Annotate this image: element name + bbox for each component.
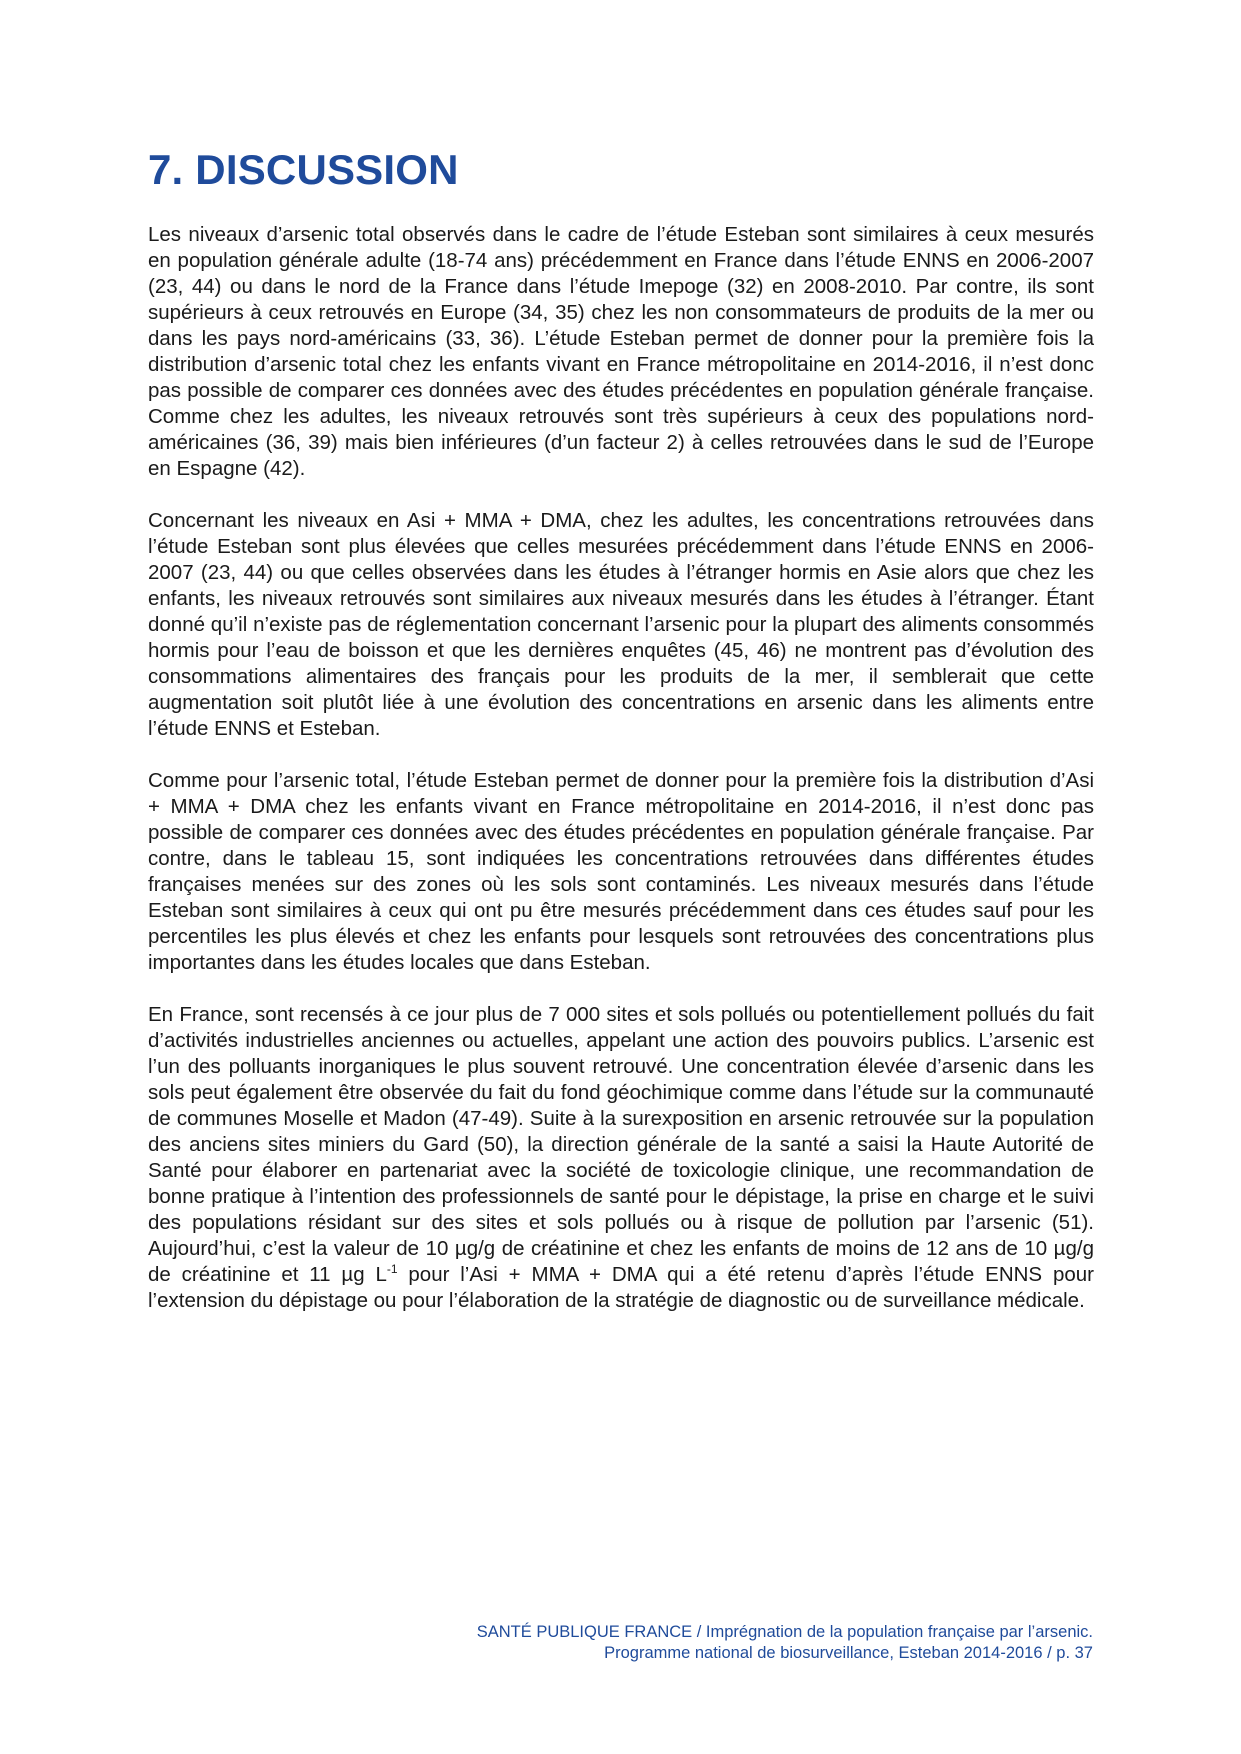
paragraph-enfants: Comme pour l’arsenic total, l’étude Esteban permet de donner pour la première fois la distribution d’Asi + MMA + DMA chez les enfants vivant en France métropolitaine en 2014-2016, il n’est donc pas possible de comparer ces données avec des études précédentes en population générale française. Par contre, dans le tableau 15, sont indiquées les concentrations retrouvées dans différentes études françaises menées sur des zones où les sols sont contaminés. Les niveaux mesurés dans l’étude Esteban sont similaires à ceux qui ont pu être mesurés précédemment dans ces études sauf pour les percentiles les plus élevés et chez les enfants pour lesquels sont retrouvées des concentrations plus importantes dans les études locales que dans Esteban. bbox=[148, 769, 1094, 974]
footer-line-program: Programme national de biosurveillance, Esteban 2014-2016 / p. 37 bbox=[604, 1644, 1093, 1662]
paragraph-asi-mma-dma: Concernant les niveaux en Asi + MMA + DMA, chez les adultes, les concentrations retrouvées dans l’étude Esteban sont plus élevées que celles mesurées précédemment dans l’étude ENNS en 2006-2007 (23, 44) ou que celles observées dans les études à l’étranger hormis en Asie alors que chez les enfants, les niveaux retrouvés sont similaires aux niveaux mesurés dans les études à l’étranger. Étant donné qu’il n’existe pas de réglementation concernant l’arsenic pour la plupart des aliments consommés hormis pour l’eau de boisson et que les dernières enquêtes (45, 46) ne montrent pas d’évolution des consommations alimentaires des français pour les produits de la mer, il semblerait que cette augmentation soit plutôt liée à une évolution des concentrations en arsenic dans les aliments entre l’étude ENNS et Esteban. bbox=[148, 509, 1094, 740]
page-content bbox=[148, 144, 1094, 1340]
paragraph-text-part2: pour l’Asi + MMA + DMA qui a été retenu d’après l’étude ENNS pour l’extension du dépistage ou pour l’élaboration de la stratégie de diagnostic ou de surveillance médicale. bbox=[148, 1263, 1094, 1312]
paragraph-text-part1: En France, sont recensés à ce jour plus de 7 000 sites et sols pollués ou potentiellement pollués du fait d’activités industrielles anciennes ou actuelles, appelant une action des pouvoirs publics. L’arsenic est l’un des polluants inorganiques le plus souvent retrouvé. Une concentration élevée d’arsenic dans les sols peut également être observée du fait du fond géochimique comme dans l’étude sur la communauté de communes Moselle et Madon (47-49). Suite à la surexposition en arsenic retrouvée sur la population des anciens sites miniers du Gard (50), la direction générale de la santé a saisi la Haute Autorité de Santé pour élaborer en partenariat avec la société de toxicologie clinique, une recommandation de bonne pratique à l’intention des professionnels de santé pour le dépistage, la prise en charge et le suivi des populations résidant sur des sites et sols pollués ou à risque de pollution par l’arsenic (51). Aujourd’hui, c’est la valeur de 10 µg/g de créatinine et chez les enfants de moins de 12 ans de 10 µg/g de créatinine et 11 µg L bbox=[148, 1003, 1094, 1286]
section-title: 7. DISCUSSION bbox=[148, 146, 459, 193]
paragraph-sites-pollues bbox=[148, 1002, 1094, 1314]
footer-line-publisher: SANTÉ PUBLIQUE FRANCE / Imprégnation de la population française par l’arsenic. bbox=[476, 1623, 1093, 1641]
page-footer bbox=[477, 1622, 1093, 1664]
paragraph-arsenic-total: Les niveaux d’arsenic total observés dans le cadre de l’étude Esteban sont similaires à ceux mesurés en population générale adulte (18-74 ans) précédemment en France dans l’étude ENNS en 2006-2007 (23, 44) ou dans le nord de la France dans l’étude Imepoge (32) en 2008-2010. Par contre, ils sont supérieurs à ceux retrouvés en Europe (34, 35) chez les non consommateurs de produits de la mer ou dans les pays nord-américains (33, 36). L’étude Esteban permet de donner pour la première fois la distribution d’arsenic total chez les enfants vivant en France métropolitaine en 2014-2016, il n’est donc pas possible de comparer ces données avec des études précédentes en population générale française. Comme chez les adultes, les niveaux retrouvés sont très supérieurs à ceux des populations nord-américaines (36, 39) mais bien inférieures (d’un facteur 2) à celles retrouvées dans le sud de l’Europe en Espagne (42). bbox=[148, 223, 1094, 480]
unit-exponent: -1 bbox=[386, 1262, 398, 1277]
